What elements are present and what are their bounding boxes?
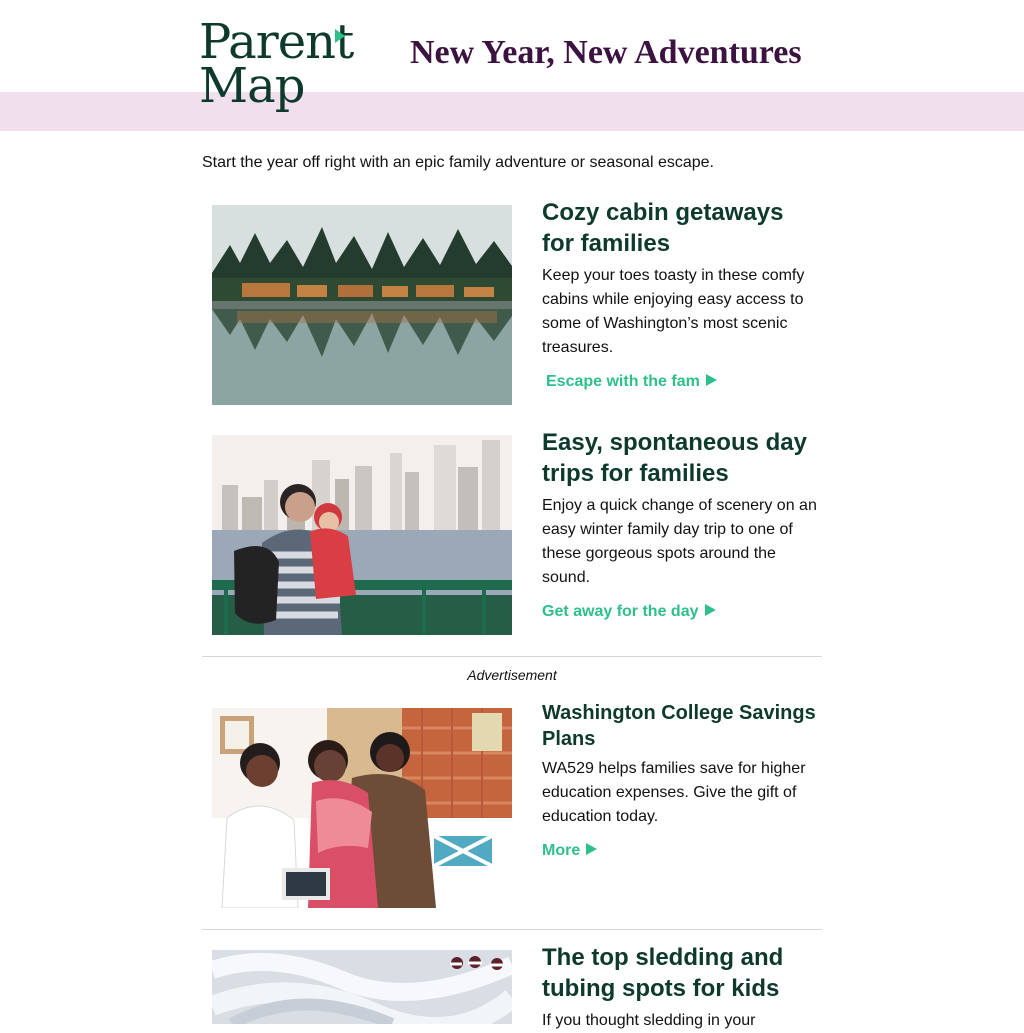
get-away-for-the-day-link[interactable] — [542, 602, 716, 622]
more-link[interactable] — [542, 841, 597, 861]
article-card-day-trips — [202, 427, 822, 637]
play-arrow-icon — [705, 604, 716, 616]
advertisement-content — [542, 700, 822, 861]
advertisement-description: WA529 helps families save for higher education expenses. Give the gift of education today. — [542, 760, 806, 825]
play-arrow-icon — [586, 843, 597, 855]
cta-label: Escape with the fam — [546, 373, 700, 390]
article-headline[interactable]: The top sledding and tubing spots for kids — [542, 944, 784, 1002]
article-card-cabins — [202, 197, 822, 407]
article-content — [542, 427, 822, 622]
section-divider — [202, 656, 822, 657]
advertisement-headline[interactable]: Washington College Savings Plans — [542, 702, 816, 750]
lake-cabins-photo[interactable] — [212, 205, 512, 405]
logo-line-map: Map — [199, 58, 305, 114]
cta-label: Get away for the day — [542, 603, 699, 620]
article-card-sledding — [202, 942, 822, 1029]
article-description: If you thought sledding in your — [542, 1012, 756, 1029]
article-headline[interactable]: Easy, spontaneous day trips for families — [542, 429, 807, 487]
newsletter-title: New Year, New Adventures — [410, 34, 802, 71]
article-content — [542, 197, 822, 392]
article-content — [542, 942, 822, 1033]
cta-label: More — [542, 842, 581, 859]
logo-triangle-icon — [335, 29, 345, 43]
section-divider — [202, 929, 822, 930]
newsletter-header — [0, 0, 1024, 131]
ferry-skyline-photo[interactable] — [212, 435, 512, 635]
escape-with-the-fam-link[interactable] — [546, 372, 717, 392]
article-headline[interactable]: Cozy cabin getaways for families — [542, 199, 784, 257]
article-description: Keep your toes toasty in these comfy cabins while enjoying easy access to some of Washington’s most scenic treasures. — [542, 267, 805, 356]
logo-line-parent: Parent — [199, 14, 354, 70]
header-color-band — [0, 92, 1024, 131]
parentmap-logo[interactable] — [199, 14, 359, 122]
family-gift-photo[interactable] — [212, 708, 512, 908]
play-arrow-icon — [706, 374, 717, 386]
intro-text: Start the year off right with an epic family adventure or seasonal escape. — [202, 154, 714, 171]
article-description: Enjoy a quick change of scenery on an easy winter family day trip to one of these gorgeous spots around the sound. — [542, 497, 817, 586]
advertisement-label: Advertisement — [467, 667, 557, 683]
advertisement-card — [202, 700, 822, 910]
snow-tubing-photo[interactable] — [212, 950, 512, 1024]
